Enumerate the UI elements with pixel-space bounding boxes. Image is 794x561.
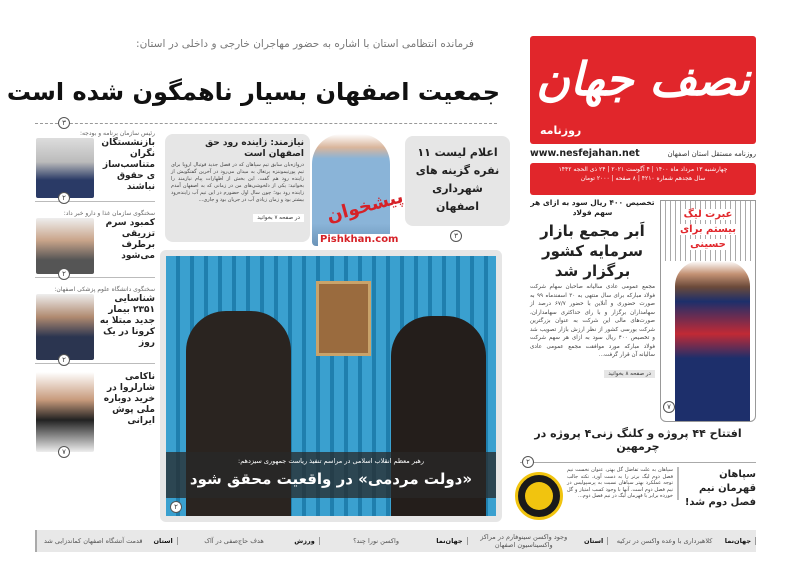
story-title: بازنشستگان نگران متناسب‌سازی حقوق نباشند: [101, 138, 155, 192]
page-ref: ۷: [58, 446, 70, 458]
watermark-url: Pishkhan.com: [320, 234, 399, 245]
story-body: مجمع عمومی عادی سالیانه صاحبان سهام شرکت فولاد مبارکه برای سال منتهی به ۳۰ اسفندماه ۹۹ به صورت حضوری و آنلاین با حضور ۶۷/۷ درصد از سهامداران برگزار و با رای حداکثری سهامداران، صورت‌های مالی این شرکت به عنوان بزرگترین شرکت بورسی کشور از نظر ارزش بازار تصویب شد و تخصیص ۴۰۰ ریال سود به ازای هر سهم شرکت فولاد مبارکه مورد موافقت مجمع عمومی عادی سالیانه آن قرار گرفت...: [530, 284, 655, 358]
page-ref: ۷: [663, 401, 675, 413]
page-ref: ۲: [522, 456, 534, 468]
ticker-item[interactable]: واکسن نورا چند؟: [353, 537, 399, 545]
ticker-section[interactable]: ورزش: [290, 537, 320, 545]
lead-headline[interactable]: جمعیت اصفهان بسیار ناهمگون شده است: [6, 78, 500, 106]
story-body: دروازه‌بان سابق تیم سپاهان که در فصل جدید فوتبال اروپا برای تیم پورتیموننزه پرتغال به میدان می‌رود در آخرین گفتگویش از زاینده رود هم گفت. این بخش از اظهارات پیام نیازمند را بخوانید: یکی از دلخوشی‌های من در زمانی که به اصفهان آمدم زاینده رود بود؛ چون سال اول حضورم در این تیم آب زاینده‌رود بیشتر بود و زمان زیادی آب در جریان بود و جاری...: [171, 162, 304, 203]
story-title: کمبود سرم تزریقی برطرف می‌شود: [105, 218, 155, 261]
council-story[interactable]: [405, 136, 510, 226]
story-kicker: تخصیص ۴۰۰ ریال سود به ازای هر سهم فولاد: [530, 198, 655, 217]
sidebar-story[interactable]: [35, 130, 155, 202]
story-headline: اَبر مجمع بازار سرمایه کشور برگزار شد: [540, 222, 645, 280]
caption-headline[interactable]: «دولت مردمی» در واقعیت محقق شود: [189, 470, 473, 488]
main-photo-frame[interactable]: [160, 250, 502, 522]
story-kicker: رئیس سازمان برنامه و بودجه:: [79, 130, 155, 137]
website-link[interactable]: www.nesfejahan.net: [530, 148, 640, 159]
sepahan-logo: [515, 472, 563, 520]
story-kicker: سخنگوی دانشگاه علوم پزشکی اصفهان:: [54, 286, 155, 293]
coach-photo: [675, 261, 750, 422]
page-ref: ۲: [58, 354, 70, 366]
portrait-photo: [36, 218, 94, 278]
portrait-frame: [316, 281, 371, 356]
read-more-link[interactable]: در صفحه ۸ بخوانید: [604, 370, 655, 378]
date-line: چهارشنبه ۱۳ مرداد ماه ۱۴۰۰ | ۴ آگوست ۲۰۲۱ | ۲۴ ذی الحجه ۱۴۴۲: [558, 166, 728, 173]
ticker-section[interactable]: جهان‌نما: [432, 537, 467, 545]
projects-headline[interactable]: افتتاح ۴۴ پروژه و کلنگ زنی۴ پروژه در چرمهین: [534, 427, 742, 453]
read-more-link[interactable]: در صفحه ۷ بخوانید: [253, 214, 304, 222]
coach-title-text: عبرت لیگ بیستم برای حسینی: [680, 209, 736, 250]
divider: [520, 462, 756, 463]
story-title: ناکامی شارلروا در خرید دوباره ملی پوش ایرانی: [103, 372, 155, 426]
main-photo: [166, 256, 496, 516]
caption-kicker: رهبر معظم انقلاب اسلامی در مراسم تنفیذ ریاست جمهوری سیزدهم:: [238, 457, 424, 465]
bourse-story[interactable]: [530, 198, 655, 379]
portrait-photo: [36, 138, 94, 202]
sepahan-body: سپاهان به علت تفاضل گل بهتر، عنوان نخست نیم فصل دوم لیگ برتر را به دست آورد. نکته جالب توجه عملکرد بهتر سپاهان نسبت به پرسپولیس در نیم فصل دوم است. آنها با وجود کسب امتیاز و گل خورده برابر با قهرمان لیگ در نیم فصل دوم...: [567, 467, 679, 500]
logo-emblem: [525, 482, 553, 510]
story-title: نیازمند: زاینده رود حق اصفهان است: [205, 138, 304, 159]
lead-deck: فرمانده انتظامی استان با اشاره به حضور مهاجران خارجی و داخلی در استان:: [136, 38, 474, 50]
logo-prefix: روزنامه: [540, 124, 582, 137]
sidebar-story[interactable]: [35, 210, 155, 278]
zayandeh-story[interactable]: [165, 134, 310, 242]
coach-story[interactable]: [660, 200, 756, 422]
ticker-section[interactable]: استان: [150, 537, 178, 545]
page-ref: ۲: [58, 268, 70, 280]
footballer-photo: [36, 372, 94, 456]
portrait-photo: [36, 294, 94, 364]
masthead: [530, 36, 756, 144]
ticker-section[interactable]: جهان‌نما: [721, 537, 756, 545]
bottom-news-ticker: [35, 530, 756, 552]
ticker-item[interactable]: کلاهبرداری با وعده واکسن در ترکیه: [616, 537, 713, 545]
divider: [35, 123, 497, 124]
page-ref: ۲: [170, 501, 182, 513]
page-ref: ۳: [450, 230, 462, 242]
sidebar: [35, 130, 155, 455]
date-bar: [530, 163, 756, 195]
sepahan-headline[interactable]: سپاهان قهرمان نیم فصل دوم شد!: [684, 469, 756, 508]
newspaper-logo: نصف جهان: [536, 52, 750, 106]
ticker-item[interactable]: هدف حاج‌صفی در آاک: [204, 537, 264, 545]
sidebar-story[interactable]: [35, 286, 155, 364]
ticker-item[interactable]: وجود واکسن سینوفارم در مراکز واکسیناسیون اصفهان: [480, 533, 568, 549]
watermark-logo: پیشخوان: [324, 186, 406, 227]
story-title: اعلام لیست ۱۱ نفره گزینه های شهرداری اصفهان: [415, 146, 500, 213]
issue-line: سال هجدهم شماره ۴۲۱۰ | ۸ صفحه | ۲۰۰۰ تومان: [580, 175, 706, 182]
sidebar-story[interactable]: [35, 372, 155, 455]
goalkeeper-photo: [312, 134, 390, 246]
photo-caption: [166, 452, 496, 498]
tagline: روزنامه مستقل استان اصفهان: [667, 150, 756, 158]
ticker-item[interactable]: قدمت آتشگاه اصفهان کماندزایی شد: [44, 537, 143, 545]
story-title: [661, 201, 755, 261]
page-ref: ۳: [58, 117, 70, 129]
ticker-section[interactable]: استان: [580, 537, 608, 545]
page-ref: ۲: [58, 192, 70, 204]
story-title: شناسایی ۲۳۵۱ بیمار جدید مبتلا به کرونا در یک روز: [99, 294, 155, 348]
story-kicker: سخنگوی سازمان غذا و دارو خبر داد:: [63, 210, 155, 217]
